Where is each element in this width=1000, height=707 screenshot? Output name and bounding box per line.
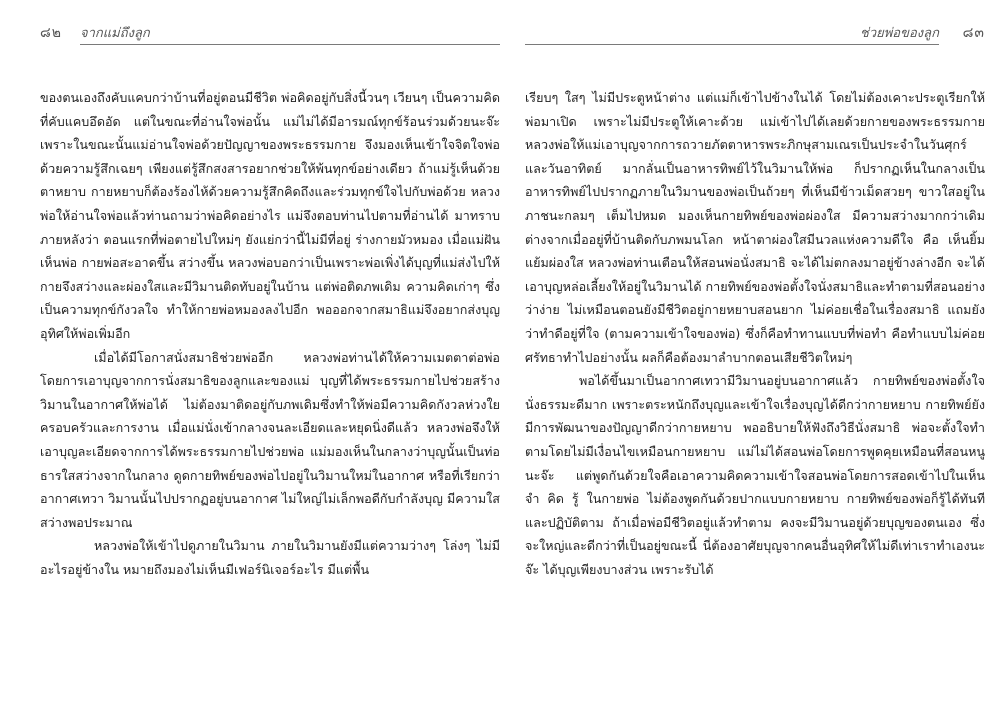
left-running-title: จากแม่ถึงลูก	[80, 26, 150, 41]
right-page	[525, 0, 985, 707]
right-header-rule	[525, 44, 939, 45]
left-paragraph-3: หลวงพ่อให้เข้าไปดูภายในวิมาน ภายในวิมานยังมีแต่ความว่างๆ โล่งๆ ไม่มีอะไรอยู่ข้างใน หมายถึงมองไม่เห็นมีเฟอร์นิเจอร์อะไร มีแต่พื้น	[40, 538, 500, 577]
right-paragraph-1: เรียบๆ ใสๆ ไม่มีประตูหน้าต่าง แต่แม่ก็เข้าไปข้างในได้ โดยไม่ต้องเคาะประตูเรียกให้พ่อมาเปิด เพราะไม่มีประตูให้เคาะด้วย แม่เข้าไปได้เลยด้วยกายของพระธรรมกาย หลวงพ่อให้แม่เอาบุญจากการถวายภัตตาหารพระภิกษุสามเณรเป็นประจำในวันศุกร์และวันอาทิตย์ มากลั่นเป็นอาหารทิพย์ไว้ในวิมานให้พ่อ ก็ปรากฏเห็นในกลางเป็นอาหารทิพย์ไปปรากฏภายในวิมานของพ่อเป็นถ้วยๆ ที่เห็นมีข้าวเม็ดสวยๆ ขาวใสอยู่ในภาชนะกลมๆ เต็มไปหมด มองเห็นกายทิพย์ของพ่อผ่องใส มีความสว่างมากกว่าเดิม ต่างจากเมื่ออยู่ที่บ้านติดกับภพมนโลก หน้าตาผ่องใสมีนวลแห่งความดีใจ คือ เห็นยิ้มแย้มผ่องใส หลวงพ่อท่านเตือนให้สอนพ่อนั่งสมาธิ จะได้ไม่ตกลงมาอยู่ข้างล่างอีก จะได้เอาบุญหล่อเลี้ยงให้อยู่ในวิมานได้ กายทิพย์ของพ่อตั้งใจนั่งสมาธิและทำตามที่สอนอย่างว่าง่าย ไม่เหมือนตอนยังมีชีวิตอยู่กายหยาบสอนยาก ไม่ค่อยเชื่อในเรื่องสมาธิ แถมยังว่าทำดีอยู่ที่ใจ (ตามความเข้าใจของพ่อ) ซึ่งก็คือทำทานแบบที่พ่อทำ คือทำแบบไม่ค่อยศรัทธาทำไปอย่างนั้น ผลก็คือต้องมาลำบากตอนเสียชีวิตใหม่ๆ	[525, 90, 985, 365]
right-page-body	[525, 86, 985, 687]
right-page-number: ๘๓	[962, 25, 985, 41]
left-paragraph-1: ของตนเองถึงคับแคบกว่าบ้านที่อยู่ตอนมีชีวิต พ่อคิดอยู่กับสิ่งนี้วนๆ เวียนๆ เป็นความคิดที่คับแคบอึดอัด แต่ในขณะที่อ่านใจพ่อนั้น แม่ไม่ได้มีอารมณ์ทุกข์ร้อนร่วมด้วยนะจ๊ะ เพราะในขณะนั้นแม่อ่านใจพ่อด้วยปัญญาของพระธรรมกาย จึงมองเห็นเข้าใจจิตใจพ่อด้วยความรู้สึกเฉยๆ เพียงแต่รู้สึกสงสารอยากช่วยให้พ้นทุกข์อย่างเดียว ถ้าแม่รู้เห็นด้วยตาหยาบ กายหยาบก็ต้องร้องไห้ด้วยความรู้สึกคิดถึงและร่วมทุกข์ใจไปกับพ่อด้วย หลวงพ่อให้อ่านใจพ่อแล้วท่านถามว่าพ่อคิดอย่างไร แม่จึงตอบท่านไปตามที่อ่านได้ มาทราบภายหลังว่า ตอนแรกที่พ่อตายไปใหม่ๆ ยังแย่กว่านี้ไม่มีที่อยู่ ร่างกายมัวหมอง เมื่อแม่ฝันเห็นพ่อ กายพ่อสะอาดขึ้น สว่างขึ้น หลวงพ่อบอกว่าเป็นเพราะพ่อเพิ่งได้บุญที่แม่ส่งไปให้ กายจึงสว่างและผ่องใสและมีวิมานติดทับอยู่ในบ้าน แต่พ่อติดภพเดิม ความคิดเก่าๆ ซึ่งเป็นความทุกข์กังวลใจ ทำให้กายพ่อหมองลงไปอีก พอออกจากสมาธิแม่จึงอยากส่งบุญอุทิศให้พ่อเพิ่มอีก	[40, 90, 500, 341]
left-page-number: ๘๒	[40, 25, 63, 41]
right-running-title: ช่วยพ่อของลูก	[860, 26, 939, 41]
left-paragraph-2: เมื่อได้มีโอกาสนั่งสมาธิช่วยพ่ออีก หลวงพ่อท่านได้ให้ความเมตตาต่อพ่อ โดยการเอาบุญจากการนั่งสมาธิของลูกและของแม่ บุญที่ได้พระธรรมกายไปช่วยสร้างวิมานในอากาศให้พ่อได้ ไม่ต้องมาติดอยู่กับภพเดิมซึ่งทำให้พ่อมีความคิดกังวลห่วงใยครอบครัวและการงาน เมื่อแม่นั่งเข้ากลางจนละเอียดและหยุดนิ่งดีแล้ว หลวงพ่อจึงให้เอาบุญละเอียดจากการได้พระธรรมกายไปช่วยพ่อ แม่มองเห็นในกลางว่าบุญนั้นเป็นท่อธารใสสว่างจากในกลาง ดูดกายทิพย์ของพ่อไปอยู่ในวิมานใหม่ในอากาศ หรือที่เรียกว่า อากาศเทวา วิมานนั้นไปปรากฏอยู่บนอากาศ ไม่ใหญ่ไม่เล็กพอดีกับกำลังบุญ มีความใสสว่างพอประมาณ	[40, 349, 500, 530]
left-header-rule	[80, 44, 500, 45]
left-page	[40, 0, 500, 707]
right-paragraph-2: พอได้ขึ้นมาเป็นอากาศเทวามีวิมานอยู่บนอากาศแล้ว กายทิพย์ของพ่อตั้งใจนั่งธรรมะดีมาก เพราะตระหนักถึงบุญและเข้าใจเรื่องบุญได้ดีกว่ากายหยาบ กายทิพย์ยังมีการพัฒนาของปัญญาดีกว่ากายหยาบ พออธิบายให้ฟังถึงวิธีนั่งสมาธิ พ่อจะตั้งใจทำตามโดยไม่มีเงื่อนไขเหมือนกายหยาบ แม่ไม่ได้สอนพ่อโดยการพูดคุยเหมือนที่สอนหนูนะจ๊ะ แต่พูดกันด้วยใจคือเอาความคิดความเข้าใจสอนพ่อโดยการสอดเข้าไปในเห็น จำ คิด รู้ ในกายพ่อ ไม่ต้องพูดกันด้วยปากแบบกายหยาบ กายทิพย์ของพ่อก็รู้ได้ทันทีและปฏิบัติตาม ถ้าเมื่อพ่อมีชีวิตอยู่แล้วทำตาม คงจะมีวิมานอยู่ด้วยบุญของตนเอง ซึ่งจะใหญ่และดีกว่าที่เป็นอยู่ขณะนี้ นี่ต้องอาศัยบุญจากคนอื่นอุทิศให้ไม่ดีเท่าเราทำเองนะจ๊ะ ได้บุญเพียงบางส่วน เพราะรับได้	[525, 373, 985, 577]
left-page-body	[40, 86, 500, 687]
